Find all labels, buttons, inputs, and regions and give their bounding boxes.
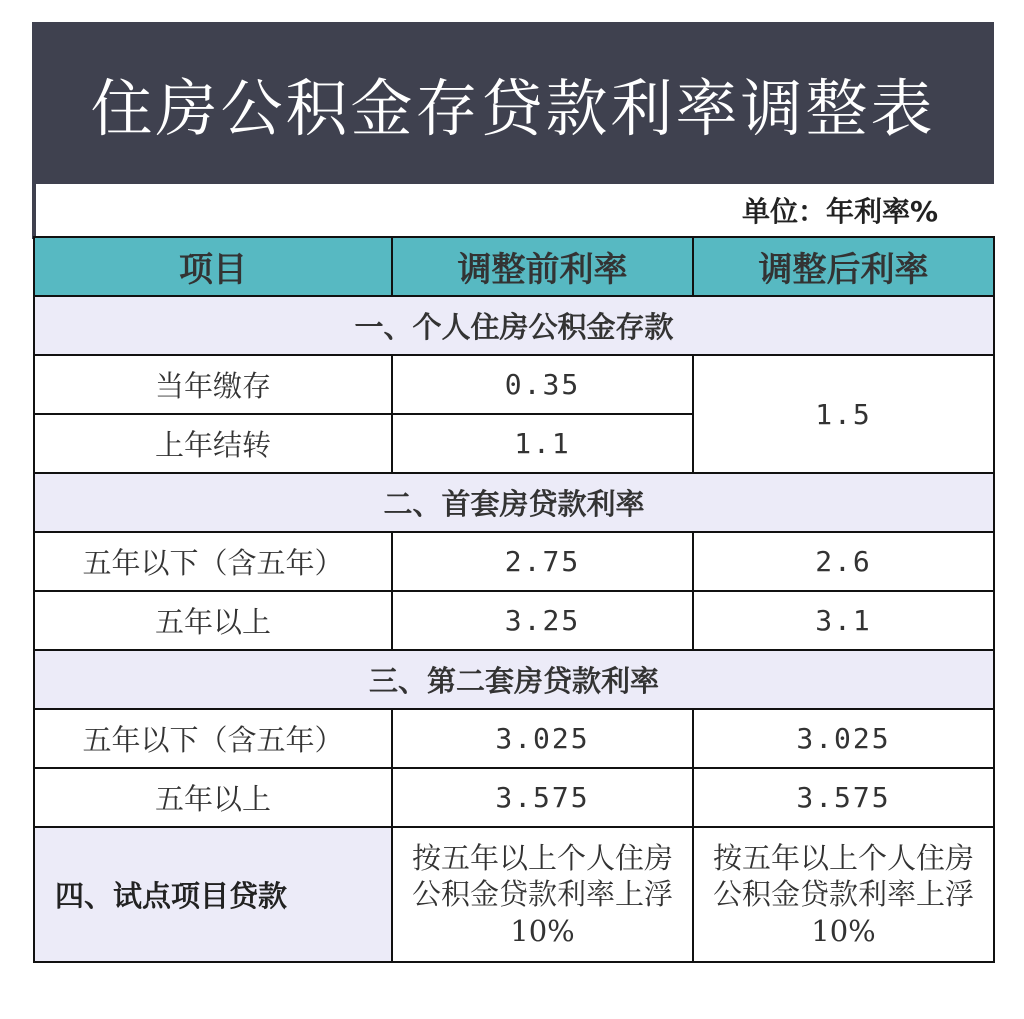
section-row [34, 296, 994, 355]
row-label: 五年以下（含五年） [34, 709, 392, 768]
row-label: 五年以上 [34, 591, 392, 650]
section-title: 二、首套房贷款利率 [34, 473, 994, 532]
row-label: 五年以下（含五年） [34, 532, 392, 591]
title-edge-accent [32, 184, 36, 239]
table-row [34, 768, 994, 827]
header-before: 调整前利率 [392, 237, 693, 296]
rate-before: 0.35 [392, 355, 693, 414]
table-row [34, 355, 994, 414]
section-title: 三、第二套房贷款利率 [34, 650, 994, 709]
rate-after: 3.575 [693, 768, 994, 827]
unit-label: 单位：年利率% [741, 195, 938, 228]
section-row [34, 650, 994, 709]
table-header-row [34, 237, 994, 296]
rate-table [33, 236, 995, 963]
table-row [34, 827, 994, 962]
rate-after-merged: 1.5 [693, 355, 994, 473]
rate-before: 3.575 [392, 768, 693, 827]
header-item: 项目 [34, 237, 392, 296]
row-label: 五年以上 [34, 768, 392, 827]
section-title: 一、个人住房公积金存款 [34, 296, 994, 355]
rate-before: 3.025 [392, 709, 693, 768]
rate-before: 2.75 [392, 532, 693, 591]
table-row [34, 532, 994, 591]
pilot-label: 四、试点项目贷款 [34, 827, 392, 962]
table-row [34, 709, 994, 768]
rate-after: 2.6 [693, 532, 994, 591]
pilot-rate-before: 按五年以上个人住房公积金贷款利率上浮10% [392, 827, 693, 962]
rate-after: 3.025 [693, 709, 994, 768]
pilot-rate-after: 按五年以上个人住房公积金贷款利率上浮10% [693, 827, 994, 962]
rate-before: 1.1 [392, 414, 693, 473]
table-row [34, 591, 994, 650]
rate-before: 3.25 [392, 591, 693, 650]
page-title: 住房公积金存贷款利率调整表 [32, 22, 994, 184]
row-label: 上年结转 [34, 414, 392, 473]
header-after: 调整后利率 [693, 237, 994, 296]
row-label: 当年缴存 [34, 355, 392, 414]
section-row [34, 473, 994, 532]
rate-after: 3.1 [693, 591, 994, 650]
